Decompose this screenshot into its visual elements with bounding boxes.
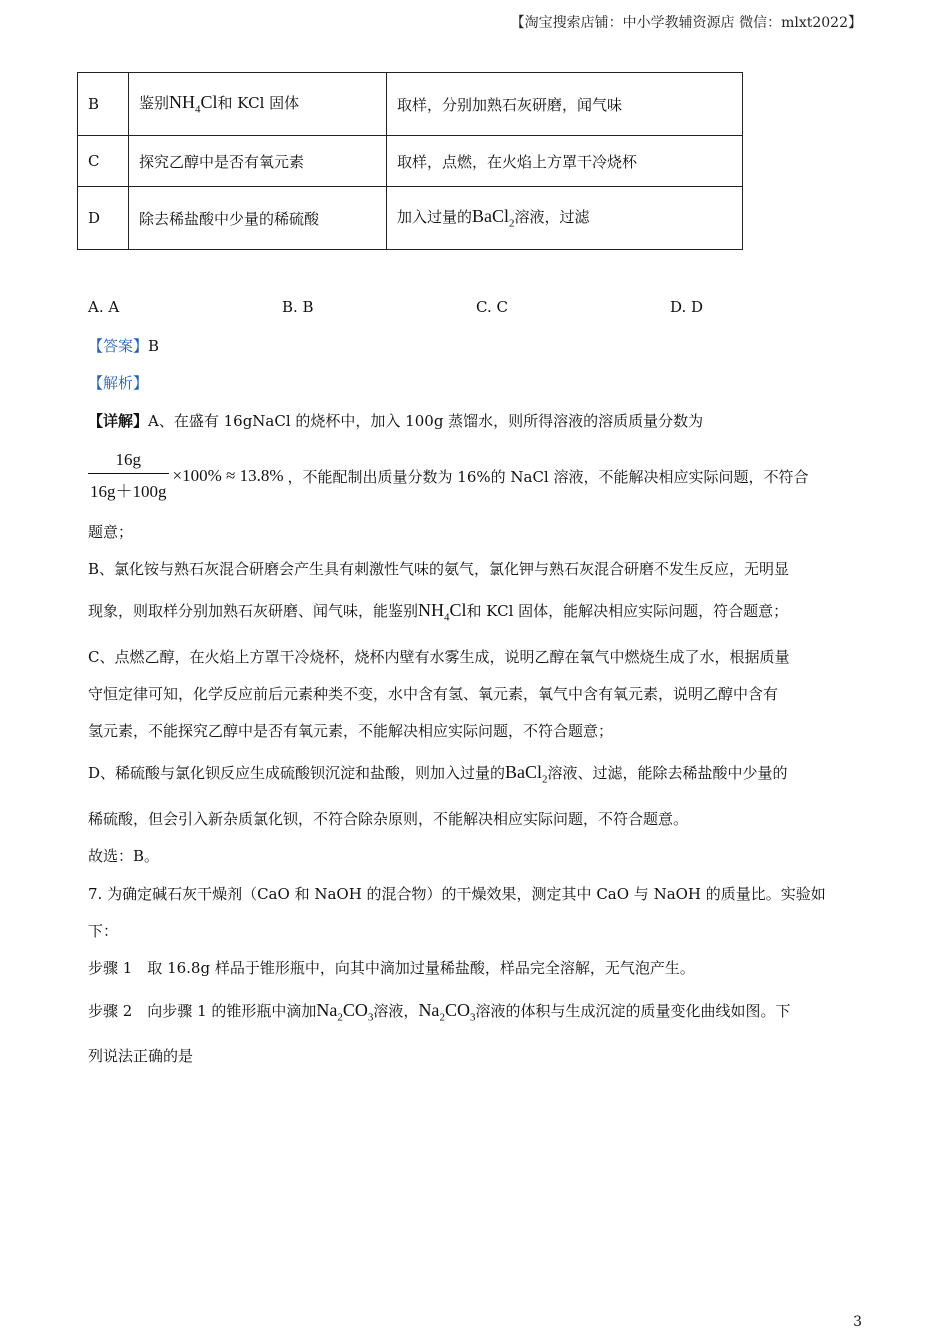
answer-line: 【答案】B [88,337,160,355]
detail-c-line1: C、点燃乙醇，在火焰上方罩干冷烧杯，烧杯内壁有水雾生成，说明乙醇在氧气中燃烧生成了水，根据质量 [88,648,790,666]
row-letter: B [78,73,129,136]
fraction-numerator: 16g [115,450,141,469]
row-method: 加入过量的BaCl$_2$溶液，过滤 [387,187,743,250]
page-number: 3 [853,1314,862,1330]
step-1: 步骤 1 取 16.8g 样品于锥形瓶中，向其中滴加过量稀盐酸，样品完全溶解，无气泡产生。 [88,959,695,977]
row-letter: C [78,136,129,187]
row-description: 探究乙醇中是否有氧元素 [129,136,387,187]
row-letter: D [78,187,129,250]
detail-c-line3: 氢元素，不能探究乙醇中是否有氧元素，不能解决相应实际问题，不符合题意； [88,722,614,740]
row-method: 取样，点燃，在火焰上方罩干冷烧杯 [387,136,743,187]
detail-d-line2: 稀硫酸，但会引入新杂质氯化钡，不符合除杂原则，不能解决相应实际问题，不符合题意。 [88,810,689,828]
conclusion: 故选：B。 [88,847,160,865]
table-row [78,136,743,187]
detail-b-line1: B、氯化铵与熟石灰混合研磨会产生具有刺激性气味的氨气，氯化钾与熟石灰混合研磨不发生反应，无明显 [88,560,790,578]
choice-c: C. C [476,298,508,316]
detail-a-line2: ，不能配制出质量分数为 16%的 NaCl 溶液，不能解决相应实际问题，不符合 [287,467,809,486]
row-method: 取样，分别加熟石灰研磨，闻气味 [387,73,743,136]
detail-a-line1: 【详解】A、在盛有 16gNaCl 的烧杯中，加入 100g 蒸馏水，则所得溶液的溶质质量分数为 [88,412,704,430]
fraction-expression [88,450,809,502]
page-header: 【淘宝搜索店铺：中小学教辅资源店 微信：mlxt2022】 [510,15,862,31]
detail-a-line3: 题意； [88,523,134,541]
row-description: 除去稀盐酸中少量的稀硫酸 [129,187,387,250]
analysis-heading: 【解析】 [88,374,149,392]
row-description: 鉴别$NH_4Cl$和 KCl 固体 [129,73,387,136]
options-table [77,72,743,250]
fraction-denominator: 16g＋100g [88,473,169,502]
detail-b-line2: 现象，则取样分别加熟石灰研磨、闻气味，能鉴别$NH_4Cl$和 KCl 固体，能解决相应实际问题，符合题意； [88,600,789,624]
table-row [78,187,743,250]
choice-a: A. A [88,298,120,316]
fraction-result: ×100% ≈ 13.8% [172,466,284,485]
question-7-line2: 下： [88,922,119,940]
answer-choices [88,298,703,316]
detail-d-line1: D、稀硫酸与氯化钡反应生成硫酸钡沉淀和盐酸，则加入过量的BaCl$_2$溶液、过滤，能除去稀盐酸中少量的 [88,762,788,786]
question-7-line1: 7. 为确定碱石灰干燥剂（CaO 和 NaOH 的混合物）的干燥效果，测定其中 CaO 与 NaOH 的质量比。实验如 [88,885,826,903]
step-2-line2: 列说法正确的是 [88,1047,194,1065]
detail-c-line2: 守恒定律可知，化学反应前后元素种类不变，水中含有氢、氧元素，氧气中含有氧元素，说明乙醇中含有 [88,685,779,703]
step-2-line1: 步骤 2 向步骤 1 的锥形瓶中滴加$Na_2CO_3$溶液，$Na_2CO_3$溶液的体积与生成沉淀的质量变化曲线如图。下 [88,1000,791,1024]
choice-b: B. B [282,298,314,316]
table-row [78,73,743,136]
choice-d: D. D [670,298,704,316]
